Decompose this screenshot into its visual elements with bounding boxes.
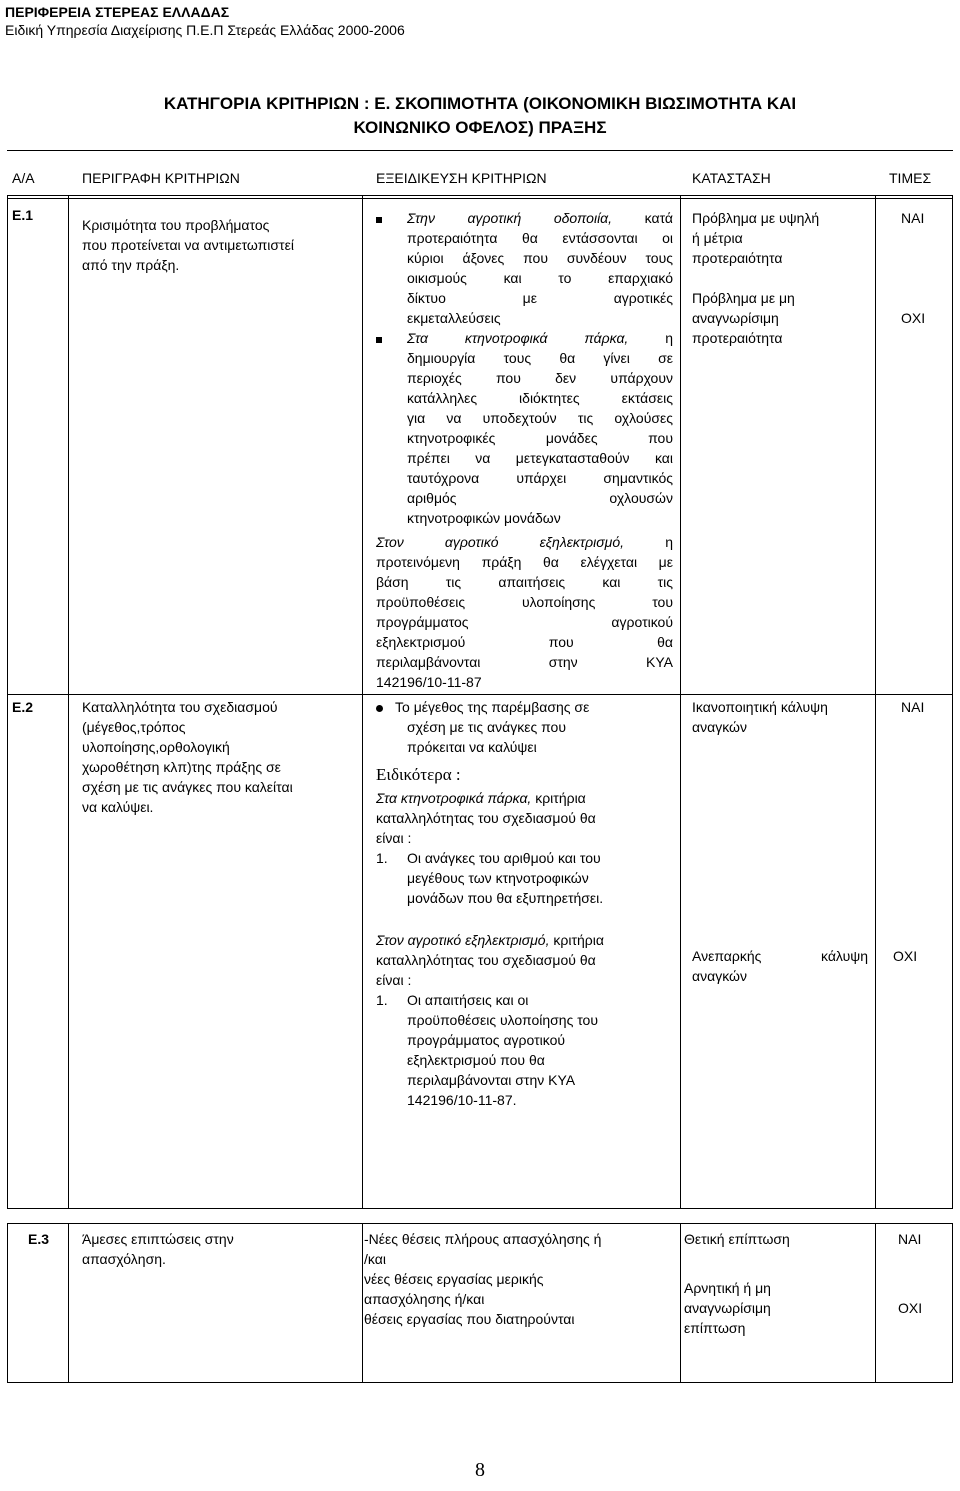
e3-status-positive: Θετική επίπτωση — [684, 1231, 790, 1247]
table-rule — [7, 694, 953, 695]
e1-spec-road-line: προτεραιότητα θα εντάσσονται οι — [407, 230, 673, 246]
table-rule — [7, 195, 953, 196]
table-rule — [7, 195, 8, 1209]
e2-spec-elec-item-line: προγράμματος αγροτικού — [407, 1032, 566, 1048]
e2-spec-elec-item-line: Οι απαιτήσεις και οι — [407, 992, 529, 1008]
e2-spec-parks — [376, 788, 673, 848]
e1-spec-elec-line: προϋποθέσεις υλοποίησης του — [376, 594, 673, 610]
e1-value-no: ΟΧΙ — [901, 310, 926, 326]
e1-description-line: Κρισιμότητα του προβλήματος — [82, 217, 270, 233]
e1-spec-road-line: οικισμούς και το επαρχιακό — [407, 270, 673, 286]
table-rule — [875, 1223, 876, 1383]
e1-spec-elec-line: προγράμματος αγροτικού — [376, 614, 673, 630]
e1-description — [82, 215, 294, 275]
table-rule — [952, 195, 953, 1209]
e2-spec-bullet-line: πρόκειται να καλύψει — [407, 739, 537, 755]
e2-spec-elec-line: καταλληλότητας του σχεδιασμού θα — [376, 952, 596, 968]
e2-description-line: σχέση με τις ανάγκες που καλείται — [82, 779, 293, 795]
e2-status-line: κάλυψη — [820, 948, 868, 964]
square-bullet-icon — [376, 337, 382, 343]
e2-status-line: Ανεπαρκής — [692, 948, 762, 964]
table-rule — [68, 195, 69, 1209]
e1-spec-road-heading: Στην αγροτική οδοποιία, — [407, 210, 613, 226]
e2-description-line: (μέγεθος,τρόπος — [82, 719, 186, 735]
e2-spec-parks-item-line: μονάδων που θα εξυπηρετήσει. — [407, 890, 604, 906]
e3-spec-line: θέσεις εργασίας που διατηρούνται — [364, 1311, 575, 1327]
table-rule — [875, 195, 876, 1209]
e1-spec-parks-line: για να υποδεχτούν τις οχλούσες — [407, 410, 673, 426]
e1-description-line: που προτείνεται να αντιμετωπιστεί — [82, 237, 294, 253]
e1-status-line: προτεραιότητα — [692, 250, 783, 266]
page-number: 8 — [475, 1459, 485, 1481]
e1-status-unrecognised — [692, 288, 795, 348]
e1-spec-parks-line: δημιουργία τους θα γίνει σε — [407, 350, 673, 366]
e3-spec — [364, 1229, 601, 1329]
e1-status-high — [692, 208, 819, 268]
e3-value-yes: ΝΑΙ — [898, 1231, 922, 1247]
e1-spec-elec-line: περιλαμβάνονται στην ΚΥΑ — [376, 654, 673, 670]
table-rule — [680, 1223, 681, 1383]
e1-spec-elec-line: προτεινόμενη πράξη θα ελέγχεται με — [376, 554, 673, 570]
e2-spec-bullet-line: σχέση με τις ανάγκες που — [407, 719, 566, 735]
column-header-values: ΤΙΜΕΣ — [889, 170, 932, 186]
e2-status-insufficient — [692, 946, 868, 986]
e1-spec-parks-line: κτηνοτροφικές μονάδες που — [407, 430, 673, 446]
e2-status-satisfactory — [692, 697, 828, 737]
e2-description-line: Καταλληλότητα του σχεδιασμού — [82, 699, 278, 715]
e2-spec-elec-item-line: εξηλεκτρισμού που θα — [407, 1052, 545, 1068]
region-heading: ΠΕΡΙΦΕΡΕΙΑ ΣΤΕΡΕΑΣ ΕΛΛΑΔΑΣ — [5, 4, 230, 20]
table-rule — [7, 1208, 953, 1209]
table-rule — [68, 1223, 69, 1383]
e1-spec-road-line: εκμεταλλεύσεις — [407, 310, 501, 326]
e3-spec-line: /και — [364, 1251, 386, 1267]
e2-spec-parks-text: κριτήρια — [535, 790, 586, 806]
e2-spec-parks-heading: Στα κτηνοτροφικά πάρκα, — [376, 790, 532, 806]
e2-spec-parks-item-number: 1. — [376, 850, 388, 866]
e2-spec-parks-item — [407, 848, 603, 908]
e2-spec-parks-item-line: Οι ανάγκες του αριθμού και του — [407, 850, 601, 866]
e1-spec-elec-line: εξηλεκτρισμού που θα — [376, 634, 673, 650]
e2-status-line: αναγκών — [692, 968, 747, 984]
e2-code: Ε.2 — [12, 699, 34, 715]
category-title-line-2: ΚΟΙΝΩΝΙΚΟ ΟΦΕΛΟΣ) ΠΡΑΞΗΣ — [353, 118, 607, 137]
e2-spec-electrification — [376, 930, 673, 990]
e2-spec-elec-item-line: 142196/10-11-87. — [407, 1092, 517, 1108]
e3-spec-line: νέες θέσεις εργασίας μερικής — [364, 1271, 544, 1287]
e3-status-line: επίπτωση — [684, 1320, 746, 1336]
e2-spec-parks-item-line: μεγέθους των κτηνοτροφικών — [407, 870, 589, 886]
e2-spec-elec-item-line: προϋποθέσεις υλοποίησης του — [407, 1012, 598, 1028]
table-rule — [7, 150, 953, 151]
e2-spec-elec-item-line: περιλαμβάνονται στην ΚΥΑ — [407, 1072, 576, 1088]
e2-spec-bullet-line: Το μέγεθος της παρέμβασης σε — [395, 699, 590, 715]
e1-spec-parks-line: ταυτόχρονα υπάρχει σημαντικός — [407, 470, 673, 486]
e1-status-line: Πρόβλημα με υψηλή — [692, 210, 820, 226]
e1-status-line: Πρόβλημα με μη — [692, 290, 795, 306]
e1-spec-road-text: κατά — [644, 210, 674, 226]
e3-value-no: ΟΧΙ — [898, 1300, 923, 1316]
e1-spec-road — [407, 208, 673, 328]
e1-spec-parks-line: περιοχές που δεν υπάρχουν — [407, 370, 673, 386]
e2-spec-parks-line: καταλληλότητας του σχεδιασμού θα — [376, 810, 596, 826]
e3-code: Ε.3 — [28, 1231, 50, 1247]
e3-status-line: Αρνητική ή μη — [684, 1280, 771, 1296]
e2-spec-specifically: Ειδικότερα : — [376, 765, 461, 784]
e1-spec-elec-line: 142196/10-11-87 — [376, 674, 482, 690]
e3-spec-line: απασχόλησης ή/και — [364, 1291, 485, 1307]
e1-spec-parks-line: αριθμός οχλουσών — [407, 490, 673, 506]
e1-status-line: προτεραιότητα — [692, 330, 783, 346]
e2-description — [82, 697, 293, 817]
column-header-specification: ΕΞΕΙΔΙΚΕΥΣΗ ΚΡΙΤΗΡΙΩΝ — [376, 170, 547, 186]
e3-description-line: Άμεσες επιπτώσεις στην — [82, 1231, 234, 1247]
e1-status-line: αναγνωρίσιμη — [692, 310, 779, 326]
e1-spec-road-line: κύριοι άξονες που συνδέουν τους — [407, 250, 673, 266]
e1-spec-parks-line: πρέπει να μετεγκατασταθούν και — [407, 450, 673, 466]
e1-spec-electrification — [376, 532, 673, 692]
column-header-aa: Α/Α — [12, 170, 35, 186]
e2-spec-elec-heading: Στον αγροτικό εξηλεκτρισμό, — [376, 932, 550, 948]
e2-value-no: ΟΧΙ — [893, 948, 918, 964]
e1-spec-parks-line: κατάλληλες ιδιόκτητες εκτάσεις — [407, 390, 673, 406]
e1-spec-parks — [407, 328, 673, 528]
round-bullet-icon — [376, 705, 383, 712]
e2-spec-elec-line: είναι : — [376, 972, 412, 988]
table-rule — [7, 198, 953, 199]
e2-spec-parks-line: είναι : — [376, 830, 412, 846]
e3-status-negative — [684, 1278, 771, 1338]
e1-spec-elec-line: βάση τις απαιτήσεις και τις — [376, 574, 673, 590]
table-rule — [7, 1223, 8, 1383]
e2-status-line: αναγκών — [692, 719, 747, 735]
e1-spec-elec-heading: Στον αγροτικό εξηλεκτρισμό, — [376, 534, 625, 550]
e3-description-line: απασχόληση. — [82, 1251, 166, 1267]
table-rule — [952, 1223, 953, 1383]
table-rule — [7, 1223, 953, 1224]
e3-spec-line: -Νέες θέσεις πλήρους απασχόλησης ή — [364, 1231, 602, 1247]
e2-value-yes: ΝΑΙ — [901, 699, 925, 715]
agency-heading: Ειδική Υπηρεσία Διαχείρισης Π.Ε.Π Στερεάς Ελλάδας 2000-2006 — [5, 22, 405, 38]
e3-status-line: αναγνωρίσιμη — [684, 1300, 771, 1316]
e1-spec-road-line: δίκτυο με αγροτικές — [407, 290, 673, 306]
e1-description-line: από την πράξη. — [82, 257, 180, 273]
e2-status-line: Ικανοποιητική κάλυψη — [692, 699, 828, 715]
e1-status-line: ή μέτρια — [692, 230, 743, 246]
e2-spec-elec-item — [407, 990, 598, 1110]
table-rule — [362, 1223, 363, 1383]
e1-spec-parks-line: κτηνοτροφικών μονάδων — [407, 510, 561, 526]
e1-code: Ε.1 — [12, 207, 34, 223]
table-rule — [680, 195, 681, 1209]
e2-spec-bullet — [395, 697, 589, 757]
column-header-description: ΠΕΡΙΓΡΑΦΗ ΚΡΙΤΗΡΙΩΝ — [82, 170, 240, 186]
e2-spec-elec-item-number: 1. — [376, 992, 388, 1008]
e3-description — [82, 1229, 234, 1269]
category-title — [0, 92, 960, 140]
e2-description-line: να καλύψει. — [82, 799, 154, 815]
e1-spec-elec-text: η — [665, 534, 673, 550]
e1-value-yes: ΝΑΙ — [901, 210, 925, 226]
square-bullet-icon — [376, 217, 382, 223]
table-rule — [362, 195, 363, 1209]
e2-spec-elec-text: κριτήρια — [553, 932, 604, 948]
e2-description-line: υλοποίησης,ορθολογική — [82, 739, 230, 755]
e1-spec-parks-heading: Στα κτηνοτροφικά πάρκα, — [407, 330, 629, 346]
category-title-line-1: ΚΑΤΗΓΟΡΙΑ ΚΡΙΤΗΡΙΩΝ : Ε. ΣΚΟΠΙΜΟΤΗΤΑ (ΟΙΚΟΝΟΜΙΚΗ ΒΙΩΣΙΜΟΤΗΤΑ ΚΑΙ — [163, 94, 797, 113]
e1-spec-parks-text: η — [665, 330, 674, 346]
table-rule — [7, 1382, 953, 1383]
column-header-status: ΚΑΤΑΣΤΑΣΗ — [692, 170, 771, 186]
e2-description-line: χωροθέτηση κλπ)της πράξης σε — [82, 759, 281, 775]
